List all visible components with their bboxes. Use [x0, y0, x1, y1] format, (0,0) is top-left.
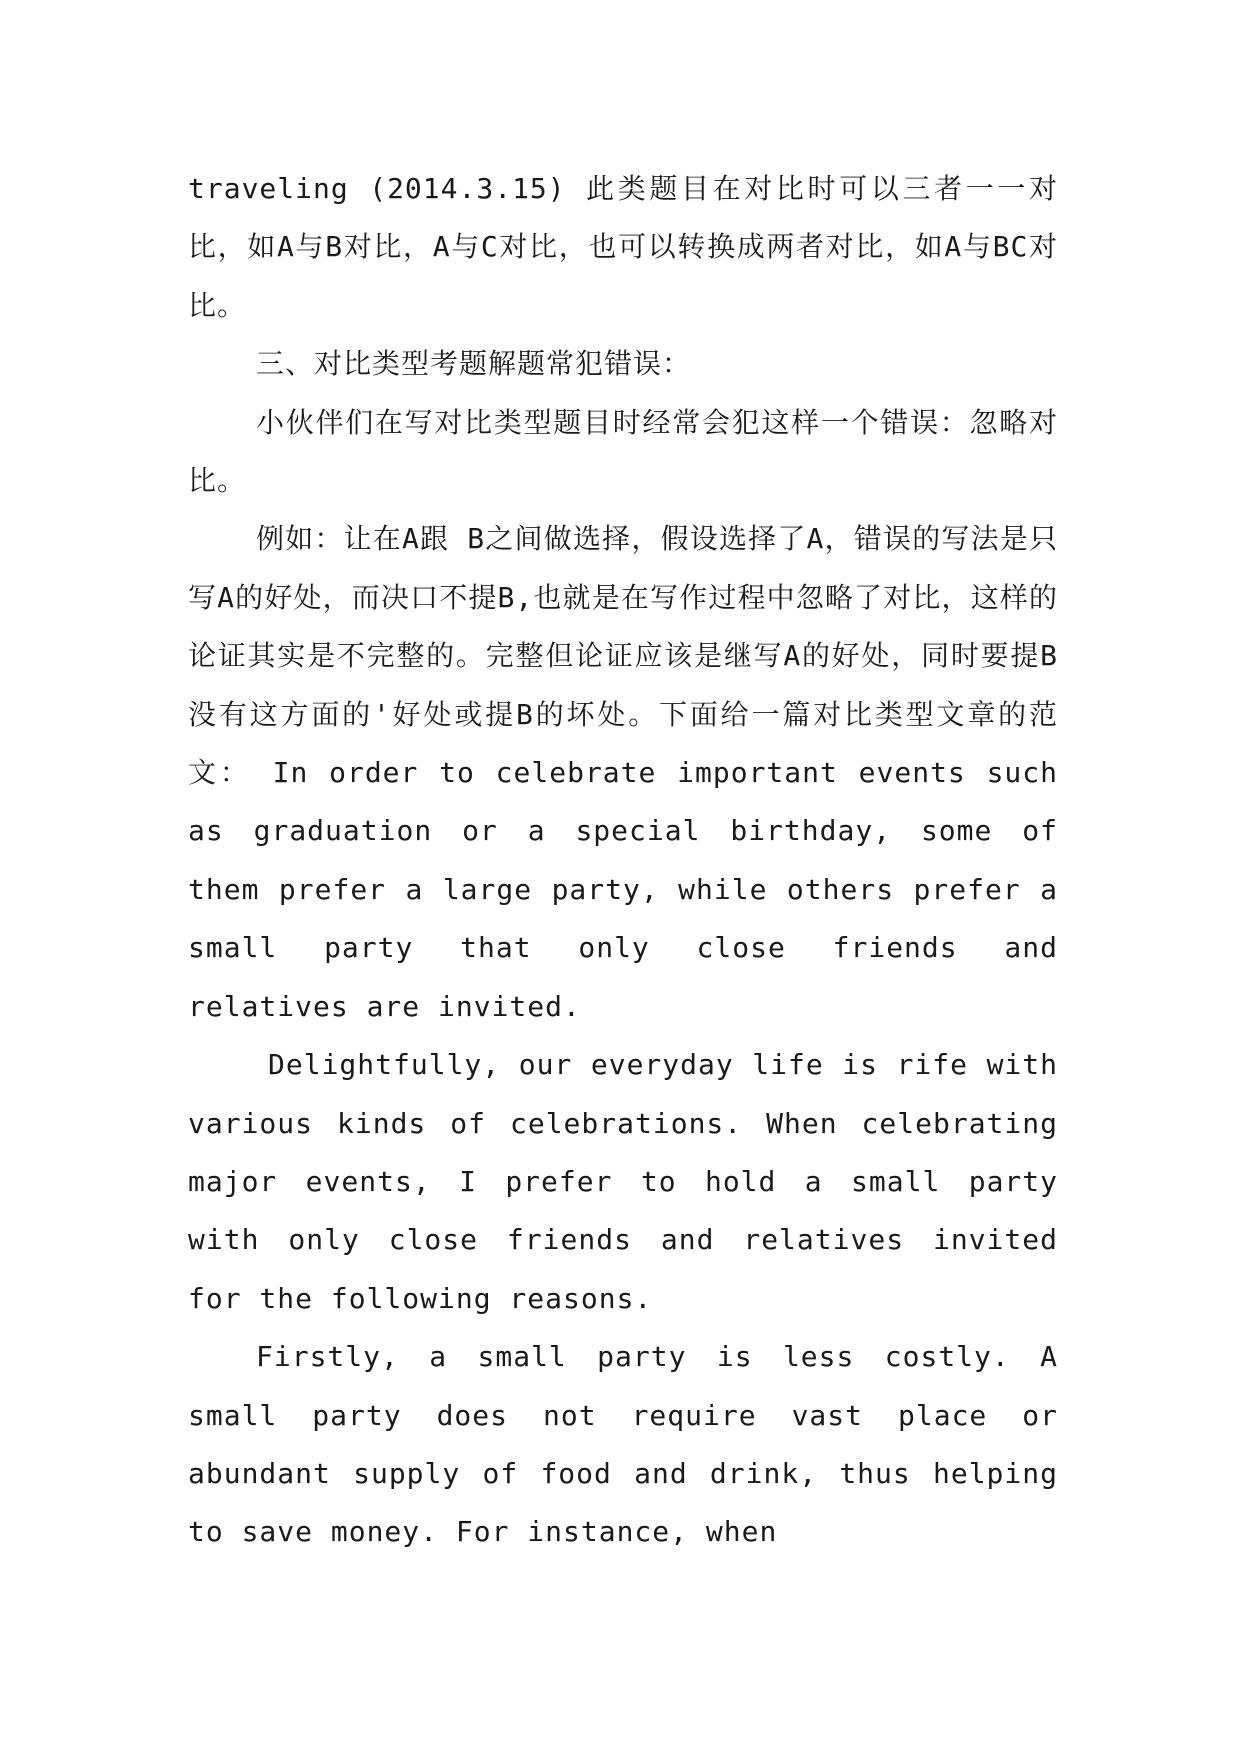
document-body	[188, 160, 1058, 1562]
paragraph-common-error: 小伙伴们在写对比类型题目时经常会犯这样一个错误：忽略对比。	[188, 405, 1058, 498]
paragraph-essay-intro: Delightfully, our everyday life is rife with various kinds of celebrations. When celebrating major events, I prefer to hold a small party with only close friends and relatives invited for the following reasons.	[188, 1048, 1058, 1315]
paragraph-example: 例如：让在A跟 B之间做选择，假设选择了A，错误的写法是只写A的好处，而决口不提B,也就是在写作过程中忽略了对比，这样的论证其实是不完整的。完整但论证应该是继写A的好处，同时要提B没有这方面的'好处或提B的坏处。下面给一篇对比类型文章的范文： In order to celebrate important events such as graduation or a special birthday, some of them prefer a large party, while others prefer a small party that only close friends and relatives are invited.	[188, 522, 1058, 1023]
paragraph-intro-continuation: traveling (2014.3.15) 此类题目在对比时可以三者一一对比，如A与B对比，A与C对比，也可以转换成两者对比，如A与BC对比。	[188, 172, 1058, 322]
paragraph-essay-firstly: Firstly, a small party is less costly. A small party does not require vast place or abundant supply of food and drink, thus helping to save money. For instance, when	[188, 1340, 1058, 1549]
section-heading-common-errors: 三、对比类型考题解题常犯错误：	[256, 347, 692, 381]
